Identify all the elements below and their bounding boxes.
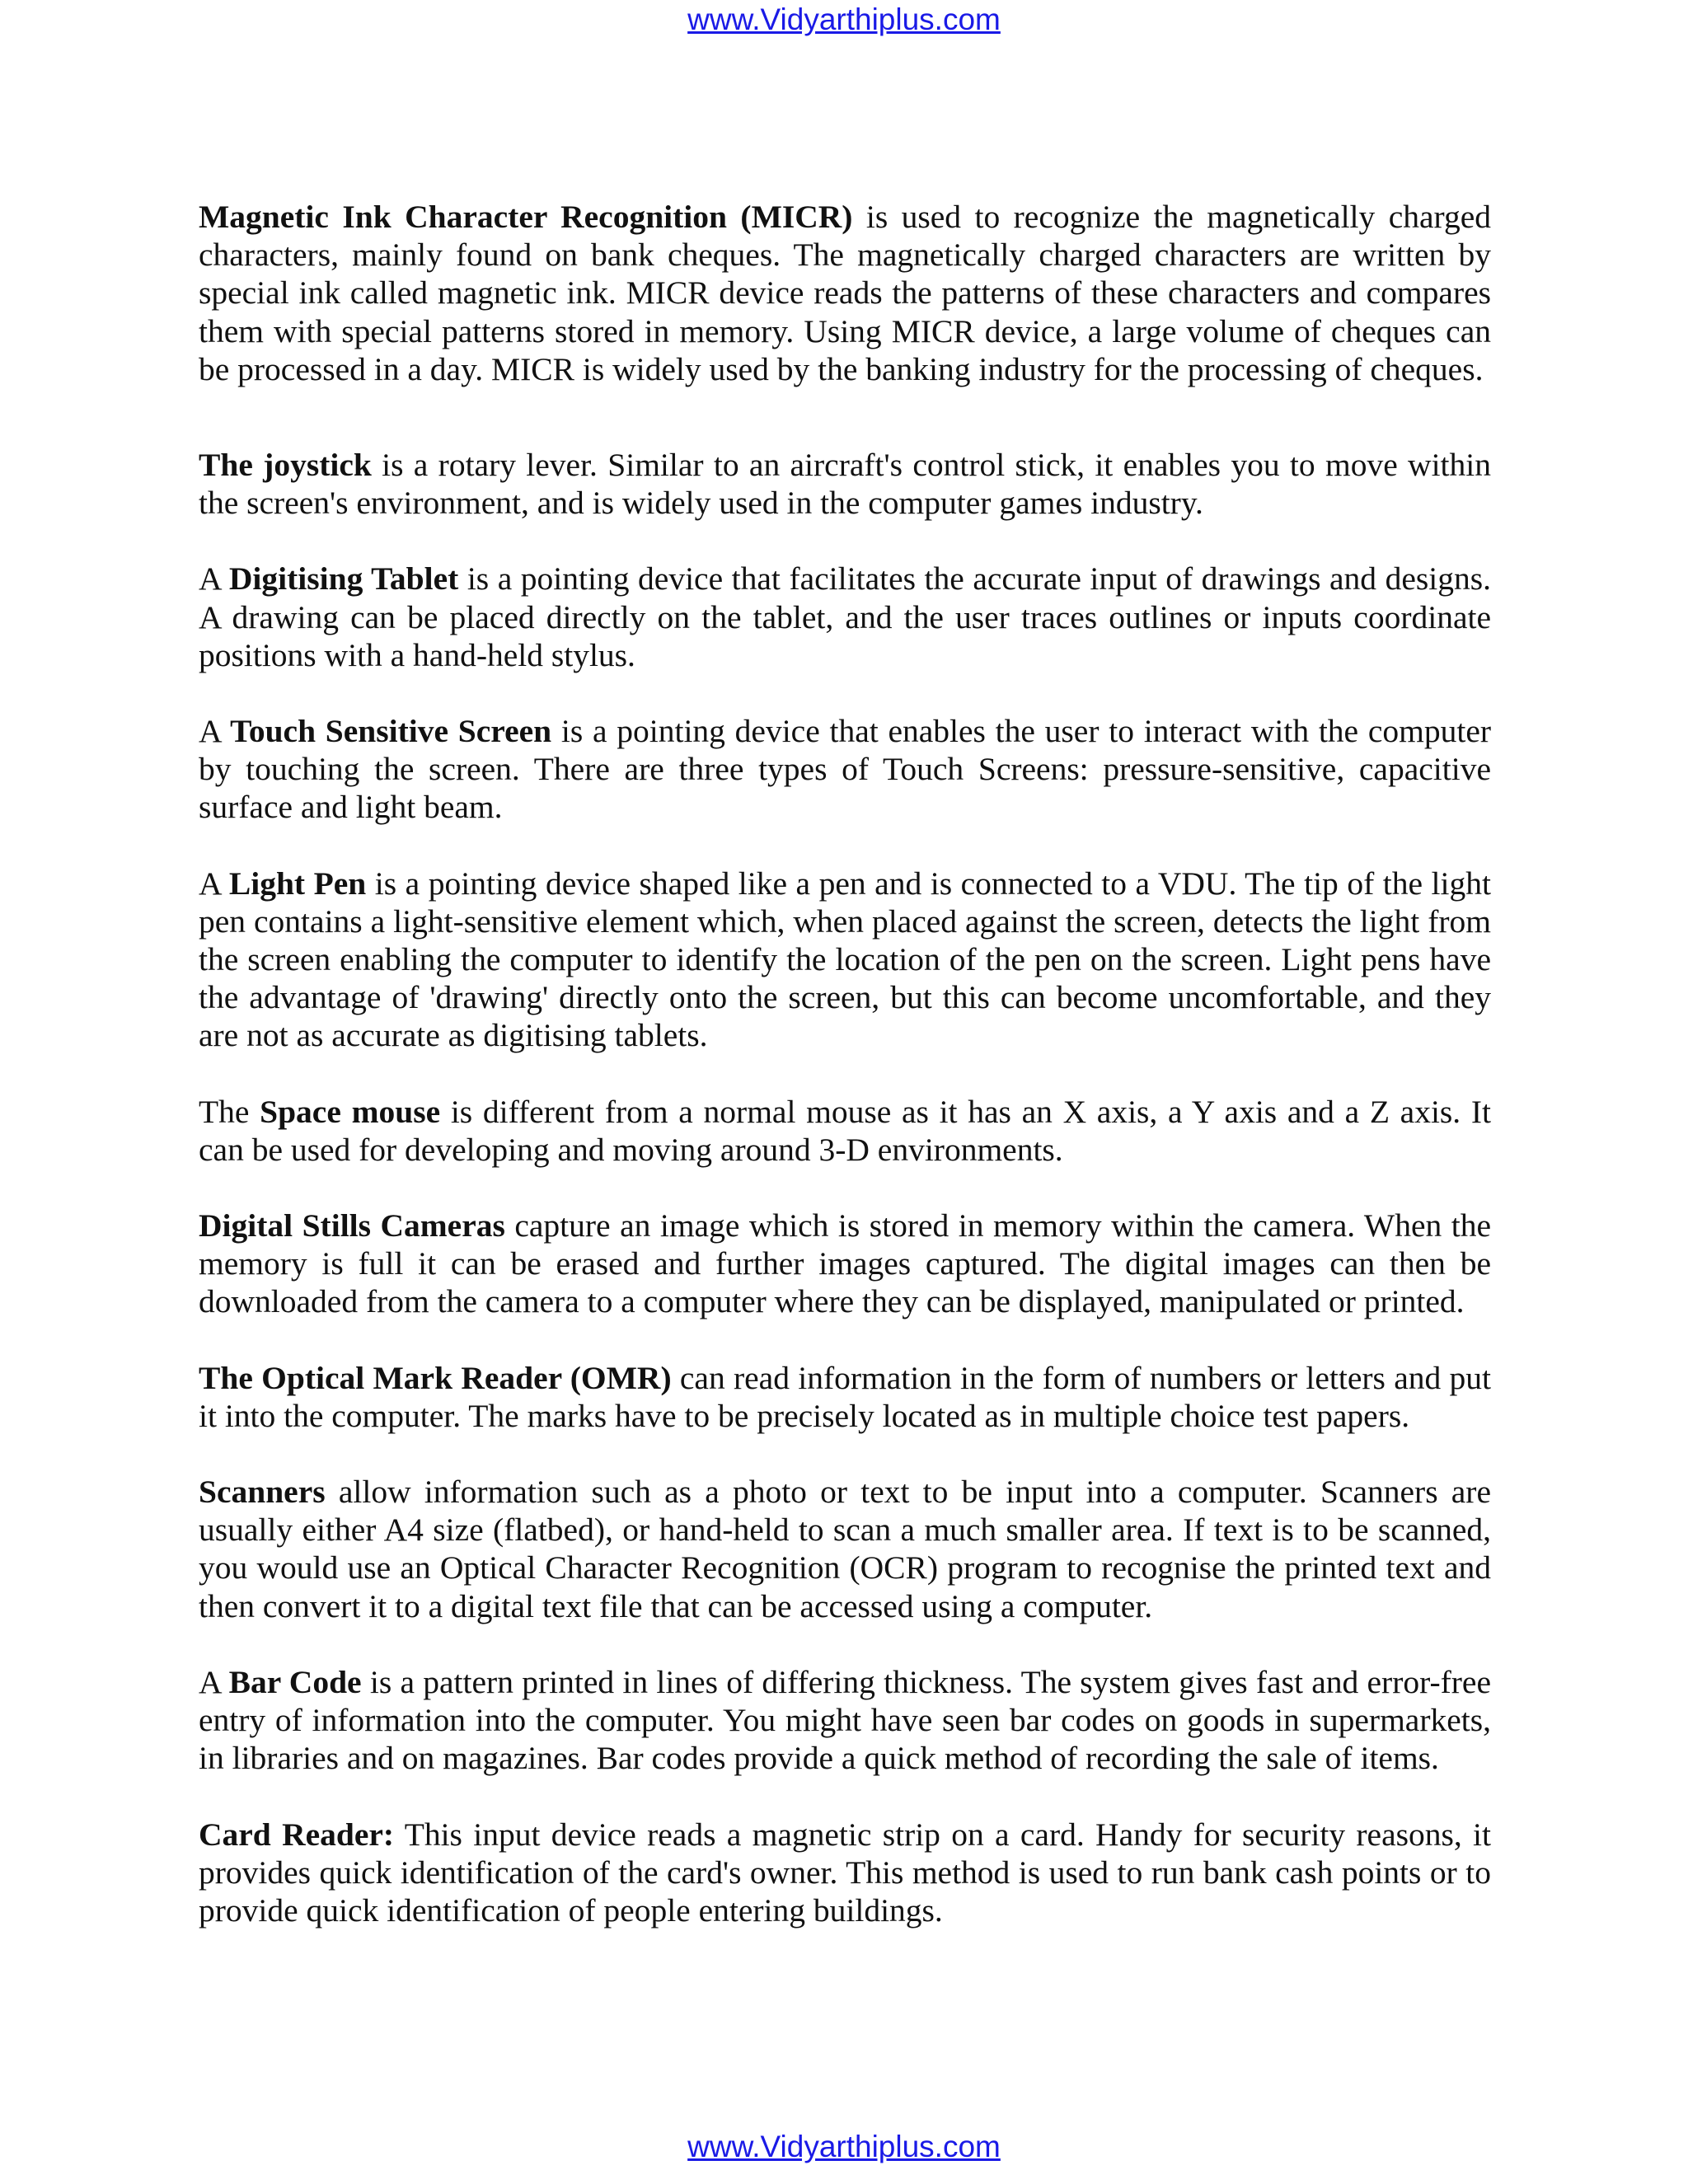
header-link[interactable]: www.Vidyarthiplus.com xyxy=(687,2,1001,36)
term-joystick: The joystick xyxy=(199,447,372,484)
paragraph-joystick xyxy=(199,446,1491,522)
paragraph-scanners xyxy=(199,1473,1491,1625)
term-micr: Magnetic Ink Character Recognition (MICR) xyxy=(199,199,853,235)
paragraph-text: This input device reads a magnetic strip on a card. Handy for security reasons, it provides quick identification of the card's owner. This method is used to run bank cash points or to provide quick identification of people entering buildings. xyxy=(199,1816,1491,1929)
paragraph-text: is different from a normal mouse as it has an X axis, a Y axis and a Z axis. It can be used for developing and moving around 3-D environments. xyxy=(199,1093,1491,1168)
paragraph-text: allow information such as a photo or text to be input into a computer. Scanners are usually either A4 size (flatbed), or hand-held to scan a much smaller area. If text is to be scanned, you would use an Optical Character Recognition (OCR) program to recognise the printed text and then convert it to a digital text file that can be accessed using a computer. xyxy=(199,1474,1491,1624)
paragraph-space-mouse xyxy=(199,1093,1491,1169)
term-touch-screen: Touch Sensitive Screen xyxy=(230,713,552,750)
paragraph-micr xyxy=(199,198,1491,388)
paragraph-light-pen xyxy=(199,865,1491,1055)
paragraph-bar-code xyxy=(199,1663,1491,1778)
paragraph-text: capture an image which is stored in memory within the camera. When the memory is full it can be erased and further images captured. The digital images can then be downloaded from the camera to a computer where they can be displayed, manipulated or printed. xyxy=(199,1207,1491,1320)
term-omr: The Optical Mark Reader (OMR) xyxy=(199,1359,672,1396)
paragraph-prefix: A xyxy=(199,713,231,750)
paragraph-touch-screen xyxy=(199,712,1491,827)
term-space-mouse: Space mouse xyxy=(260,1093,441,1130)
paragraph-prefix: A xyxy=(199,1663,229,1700)
paragraph-text: is a pointing device shaped like a pen and is connected to a VDU. The tip of the light pen contains a light-sensitive element which, when placed against the screen, detects the light from the screen enabling the computer to identify the location of the pen on the screen. Light pens have the advantage of 'drawing' directly onto the screen, but this can become uncomfortable, and they are not as accurate as digitising tablets. xyxy=(199,865,1491,1054)
paragraph-text: is used to recognize the magnetically charged characters, mainly found on bank cheques. The magnetically charged characters are written by special ink called magnetic ink. MICR device reads the patterns of these characters and compares them with special patterns stored in memory. Using MICR device, a large volume of cheques can be processed in a day. MICR is widely used by the banking industry for the processing of cheques. xyxy=(199,199,1491,387)
term-bar-code: Bar Code xyxy=(228,1663,362,1700)
footer-link[interactable]: www.Vidyarthiplus.com xyxy=(687,2130,1001,2163)
paragraph-digitising-tablet xyxy=(199,560,1491,674)
paragraph-text: can read information in the form of numbers or letters and put it into the computer. The marks have to be precisely located as in multiple choice test papers. xyxy=(199,1359,1491,1434)
paragraph-text: is a pointing device that facilitates the accurate input of drawings and designs. A drawing can be placed directly on the tablet, and the user traces outlines or inputs coordinate positions with a hand-held stylus. xyxy=(199,560,1491,673)
paragraph-digital-cameras xyxy=(199,1207,1491,1321)
paragraph-prefix: A xyxy=(199,865,229,902)
paragraph-card-reader xyxy=(199,1816,1491,1930)
paragraph-text: is a pattern printed in lines of differing thickness. The system gives fast and error-free entry of information into the computer. You might have seen bar codes on goods in supermarkets, in libraries and on magazines. Bar codes provide a quick method of recording the sale of items. xyxy=(199,1663,1491,1777)
paragraph-text: is a rotary lever. Similar to an aircraft's control stick, it enables you to move within the screen's environment, and is widely used in the computer games industry. xyxy=(199,447,1491,522)
paragraph-text: is a pointing device that enables the user to interact with the computer by touching the screen. There are three types of Touch Screens: pressure-sensitive, capacitive surface and light beam. xyxy=(199,713,1492,826)
document-body xyxy=(199,198,1491,1929)
paragraph-omr xyxy=(199,1359,1491,1435)
paragraph-prefix: A xyxy=(199,560,229,598)
term-card-reader: Card Reader: xyxy=(199,1816,395,1853)
term-scanners: Scanners xyxy=(199,1474,326,1511)
term-light-pen: Light Pen xyxy=(228,865,367,902)
term-digital-cameras: Digital Stills Cameras xyxy=(199,1207,505,1244)
paragraph-prefix: The xyxy=(199,1093,260,1130)
term-digitising-tablet: Digitising Tablet xyxy=(228,560,459,598)
